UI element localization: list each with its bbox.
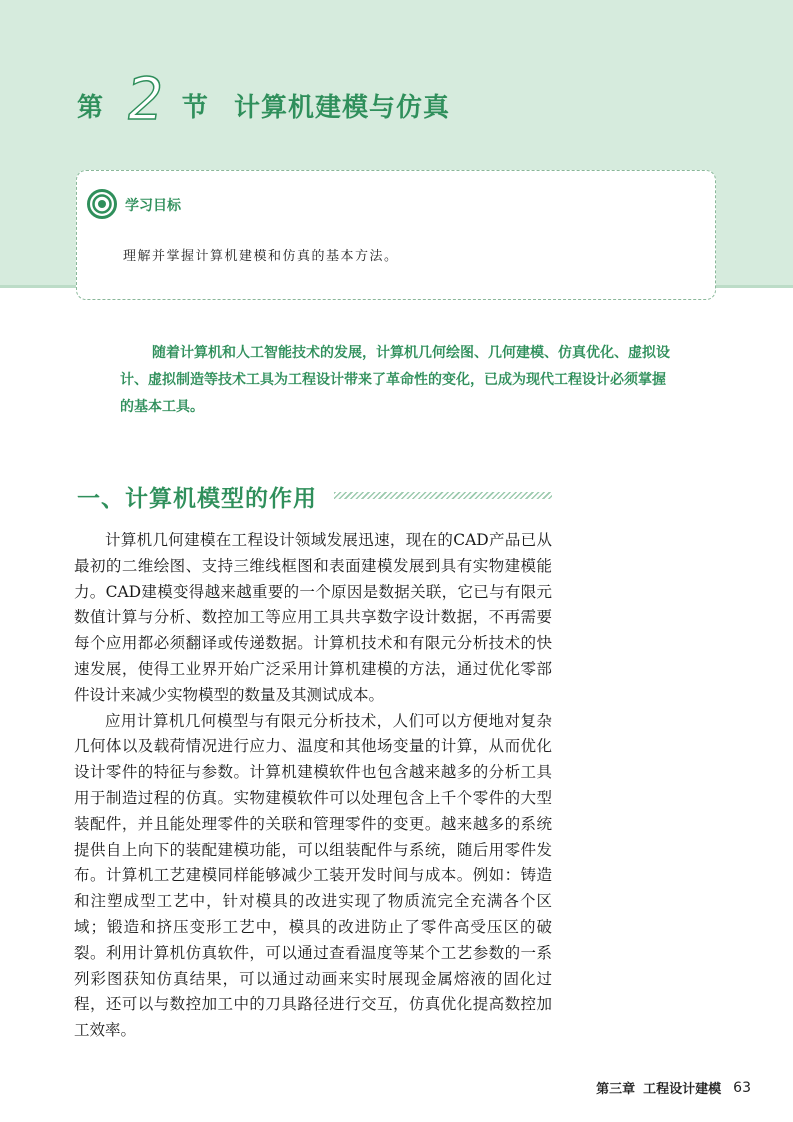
- intro-paragraph: 随着计算机和人工智能技术的发展，计算机几何绘图、几何建模、仿真优化、虚拟设计、虚拟制造等技术工具为工程设计带来了革命性的变化，已成为现代工程设计必须掌握的基本工具。: [120, 345, 670, 415]
- subsection-heading: 一、计算机模型的作用: [77, 486, 317, 512]
- body-text: [74, 528, 552, 1044]
- footer-chapter: 第三章: [596, 1082, 636, 1097]
- section-number: 2: [122, 65, 169, 133]
- learning-goals-text: 理解并掌握计算机建模和仿真的基本方法。: [123, 249, 399, 264]
- learning-goals-box: [76, 170, 716, 300]
- section-suffix: 节: [181, 92, 208, 123]
- section-header: [77, 65, 450, 140]
- learning-goals-label: 学习目标: [125, 198, 181, 214]
- page-footer: [596, 1078, 751, 1097]
- section-title: 计算机建模与仿真: [233, 92, 450, 123]
- body-paragraph: 应用计算机几何模型与有限元分析技术，人们可以方便地对复杂几何体以及载荷情况进行应力、温度和其他场变量的计算，从而优化设计零件的特征与参数。计算机建模软件也包含越来越多的分析工具用于制造过程的仿真。实物建模软件可以处理包含上千个零件的大型装配件，并且能处理零件的关联和管理零件的变更。越来越多的系统提供自上向下的装配建模功能，可以组装配件与系统，随后用零件发布。计算机工艺建模同样能够减少工装开发时间与成本。例如：铸造和注塑成型工艺中，针对模具的改进实现了物质流完全充满各个区域；锻造和挤压变形工艺中，模具的改进防止了零件高受压区的破裂。利用计算机仿真软件，可以通过查看温度等某个工艺参数的一系列彩图获知仿真结果，可以通过动画来实时展现金属熔液的固化过程，还可以与数控加工中的刀具路径进行交互，仿真优化提高数控加工效率。: [74, 711, 552, 1040]
- target-icon: [87, 189, 117, 219]
- footer-chapter-name: 工程设计建模: [643, 1082, 722, 1097]
- body-paragraph: 计算机几何建模在工程设计领域发展迅速，现在的CAD产品已从最初的二维绘图、支持三维线框图和表面建模发展到具有实物建模能力。CAD建模变得越来越重要的一个原因是数据关联，它已与有限元数值计算与分析、数控加工等应用工具共享数字设计数据，不再需要每个应用都必须翻译或传递数据。计算机技术和有限元分析技术的快速发展，使得工业界开始广泛采用计算机建模的方法，通过优化零部件设计来减少实物模型的数量及其测试成本。: [74, 531, 552, 704]
- page-number: 63: [733, 1079, 751, 1096]
- heading-decoration: [334, 492, 552, 499]
- section-prefix: 第: [77, 92, 104, 123]
